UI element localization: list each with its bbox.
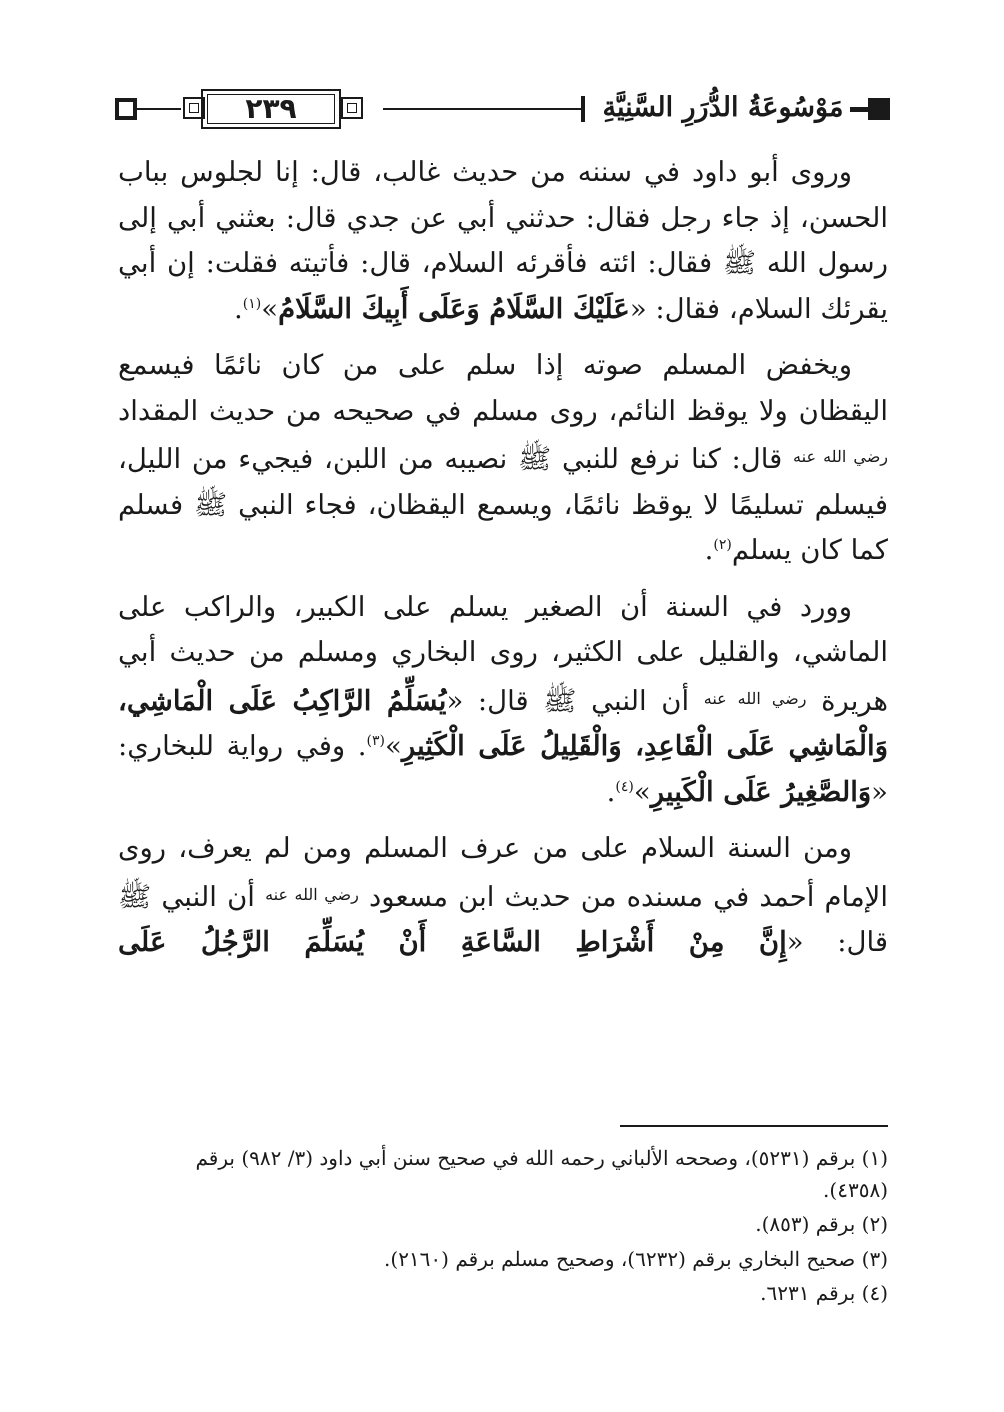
paragraph-3-text-3: . وفي رواية للبخاري: « bbox=[118, 730, 888, 808]
paragraph-2 bbox=[118, 343, 888, 574]
frame-knot-right bbox=[341, 97, 363, 119]
footnote-ref-4: (٤) bbox=[615, 778, 634, 795]
footnote-1: (١) برقم (٥٢٣١)، وصححه الألباني رحمه الله في صحيح سنن أبي داود (٣/ ٩٨٢) برقم (٤٣٥٨). bbox=[195, 1146, 888, 1202]
paragraph-3: وورد في السنة أن الصغير يسلم على الكبير، والراكب على الماشي، والقليل على الكثير، روى البخاري ومسلم من حديث أبي هريرة $^{رضي الله عنه}$ أن النبي ﷺ قال: «يُسَلِّمُ الرَّاكِبُ عَلَى الْمَاشِي، وَالْمَاشِي عَلَى الْقَاعِدِ، وَالْقَلِيلُ عَلَى الْكَثِيرِ»$^{(٣)}$. وفي رواية للبخاري: «وَالصَّغِيرُ عَلَى الْكَبِيرِ»$^{(٤)}$. bbox=[118, 590, 889, 808]
header-rule-tick bbox=[581, 96, 585, 122]
paragraph-3-text-1: وورد في السنة أن الصغير يسلم على الكبير، والراكب على الماشي، والقليل على الكثير، روى البخاري ومسلم من حديث أبي هريرة bbox=[118, 590, 889, 717]
hadith-quote: عَلَيْكَ السَّلَامُ وَعَلَى أَبِيكَ السَّلَامُ bbox=[278, 292, 630, 325]
page-header bbox=[115, 82, 890, 138]
paragraph-3-text-2: أن النبي ﷺ قال: « bbox=[446, 684, 690, 717]
paragraph-1-line-2: بباب الحسن، إذ جاء رجل فقال: حدثني أبي عن جدي قال: bbox=[118, 156, 888, 234]
paragraph-1-line-4: فأتيته فقلت: إن أبي يقرئك السلام، فقال: « bbox=[118, 247, 888, 325]
footnote-ref-3: (٣) bbox=[366, 732, 386, 749]
honorific-radiallahu: رضي الله عنه bbox=[703, 688, 807, 708]
hadith-quote: يُسَلِّمُ الرَّاكِبُ عَلَى الْمَاشِي، وَالْمَاشِي عَلَى الْقَاعِدِ، وَالْقَلِيلُ عَلَى الْكَثِيرِ bbox=[118, 684, 888, 762]
book-title: مَوْسُوعَةُ الدُّرَرِ السَّنِيَّةِ bbox=[602, 92, 844, 123]
paragraph-2-text-1: ويخفض المسلم صوته إذا سلم على من كان نائمًا فيسمع اليقظان ولا يوقظ النائم، روى مسلم في صحيحه من حديث المقداد bbox=[118, 349, 888, 427]
paragraph-1-line-1: وروى أبو داود في سننه من حديث غالب، قال: إنا لجلوس bbox=[180, 156, 853, 188]
hadith-quote: وَالصَّغِيرُ عَلَى الْكَبِيرِ bbox=[650, 775, 872, 808]
page-number-frame bbox=[173, 85, 383, 135]
period: . bbox=[234, 292, 243, 325]
paragraph-2-text-2: قال: كنا نرفع للنبي ﷺ نصيبه من اللبن، فيجيء من الليل، فيسلم تسليمًا لا يوقظ نائمًا، ويسمع اليقظان، فجاء النبي ﷺ فسلم كما كان يسلم bbox=[118, 443, 888, 566]
header-rule-right bbox=[850, 107, 870, 112]
paragraph-1-line-3: بعثني أبي إلى رسول الله ﷺ فقال: ائته فأقرئه السلام، قال: bbox=[118, 201, 888, 279]
paragraph-4 bbox=[118, 826, 888, 966]
paragraph-4-text-1: ومن السنة السلام على من عرف المسلم ومن لم يعرف، روى الإمام أحمد في مسنده من حديث ابن مسعود bbox=[118, 832, 888, 913]
footnote-ref-1: (١) bbox=[242, 295, 262, 312]
period: . bbox=[704, 534, 714, 566]
page-number: ٢٣٩ bbox=[245, 92, 297, 125]
header-ornament-right bbox=[868, 98, 890, 120]
header-ornament-left bbox=[115, 98, 137, 120]
footnote-3: (٣) صحيح البخاري برقم (٦٢٣٢)، وصحيح مسلم برقم (٢١٦٠). bbox=[384, 1246, 888, 1271]
footnote-divider bbox=[620, 1125, 888, 1127]
honorific-radiallahu: رضي الله عنه bbox=[793, 447, 889, 466]
footnote-ref-2: (٢) bbox=[713, 536, 732, 553]
honorific-radiallahu: رضي الله عنه bbox=[265, 884, 359, 904]
hadith-quote: إِنَّ مِنْ أَشْرَاطِ السَّاعَةِ أَنْ يُسَلِّمَ الرَّجُلُ عَلَى bbox=[118, 926, 787, 958]
footnote-4: (٤) برقم ٦٢٣١. bbox=[760, 1281, 888, 1305]
footnote-2: (٢) برقم (٨٥٣). bbox=[755, 1212, 888, 1236]
main-text bbox=[118, 150, 888, 977]
footnotes bbox=[150, 1143, 888, 1313]
paragraph-4-text-2: أن النبي ﷺ قال: « bbox=[118, 880, 888, 958]
header-rule-middle bbox=[383, 108, 581, 110]
period: . bbox=[606, 775, 616, 808]
paragraph-1: وروى أبو داود في سننه من حديث غالب، قال: إنا لجلوس بباب الحسن، إذ جاء رجل فقال: حدثني أبي عن جدي قال: بعثني أبي إلى رسول الله ﷺ فقال: ائته فأقرئه السلام، قال: فأتيته فقلت: إن أبي يقرئك السلام، فقال: «عَلَيْكَ السَّلَامُ وَعَلَى أَبِيكَ السَّلَامُ»$^{(١)}$. bbox=[118, 156, 888, 325]
